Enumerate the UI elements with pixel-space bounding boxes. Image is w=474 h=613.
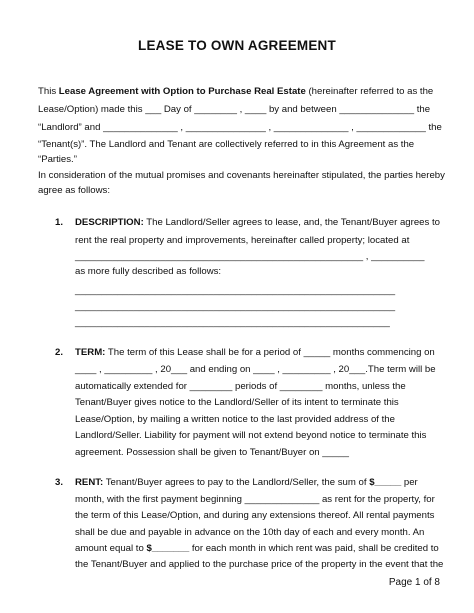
intro-line-3: “Landlord” and ______________ , _______________ , ______________ , _____________ the xyxy=(38,122,442,133)
document-title: LEASE TO OWN AGREEMENT xyxy=(138,38,336,53)
section-3-line-3: the term of this Lease/Option, and during any extensions thereof. All rental payments xyxy=(75,510,435,521)
section-text: The Landlord/Seller agrees to lease, and, the Tenant/Buyer agrees to xyxy=(143,217,440,228)
section-2-line-1 xyxy=(75,347,435,359)
rent-amount-blank: $_____ xyxy=(369,477,402,488)
section-3-line-2: month, with the first payment beginning ______________ as rent for the property, for xyxy=(75,494,435,505)
section-3-line-4: shall be due and payable in advance on the 10th day of each and every month. An xyxy=(75,527,425,538)
section-text: Tenant/Buyer agrees to pay to the Landlord/Seller, the sum of xyxy=(103,477,370,488)
intro-text: This xyxy=(38,86,59,97)
intro-line-4: “Tenant(s)”. The Landlord and Tenant are collectively referred to in this Agreement as the xyxy=(38,139,415,150)
page-number: Page 1 of 8 xyxy=(388,577,440,588)
intro-line-5: “Parties.” xyxy=(38,154,77,165)
agreement-name: Lease Agreement with Option to Purchase Real Estate xyxy=(58,86,306,97)
section-1-line-6: ____________________________________________________________ xyxy=(75,301,396,312)
section-text: per xyxy=(401,477,418,488)
section-heading: DESCRIPTION: xyxy=(75,217,144,228)
section-3-line-1 xyxy=(75,477,418,489)
intro-line-6: In consideration of the mutual promises and covenants hereinafter stipulated, the parties hereby xyxy=(38,170,445,181)
section-2-line-6: Landlord/Seller. Liability for payment will not extend beyond notice to terminate this xyxy=(75,430,427,441)
intro-text: (hereinafter referred to as the xyxy=(305,86,434,97)
intro-line-2: Lease/Option) made this ___ Day of ________ , ____ by and between ______________ the xyxy=(38,104,431,115)
credit-amount-blank: $_______ xyxy=(146,543,190,554)
section-text: amount equal to xyxy=(75,543,147,554)
section-text: for each month in which rent was paid, shall be credited to xyxy=(189,543,439,554)
section-heading: TERM: xyxy=(75,347,106,358)
section-1-line-7: ___________________________________________________________ xyxy=(75,317,390,328)
section-2-line-2: ____ , _________ , 20___ and ending on ____ , _________ , 20___.The term will be xyxy=(75,364,436,375)
section-text: The term of this Lease shall be for a period of _____ months commencing on xyxy=(105,347,435,358)
section-2-line-4: Tenant/Buyer gives notice to the Landlord/Seller of its intent to terminate this xyxy=(75,397,399,408)
section-3-line-6: the Tenant/Buyer and applied to the purchase price of the property in the event that the xyxy=(75,559,444,570)
section-1-line-2: rent the real property and improvements, hereinafter called property; located at xyxy=(75,235,410,246)
section-3-line-5 xyxy=(75,543,439,555)
intro-line-1 xyxy=(38,86,433,98)
section-2-line-3: automatically extended for ________ periods of ________ months, unless the xyxy=(75,381,406,392)
section-number: 3. xyxy=(55,477,64,488)
section-heading: RENT: xyxy=(75,477,104,488)
section-number: 2. xyxy=(55,347,64,358)
intro-line-7: agree as follows: xyxy=(38,185,110,196)
section-1-line-4: as more fully described as follows: xyxy=(75,266,222,277)
section-2-line-7: agreement. Possession shall be given to Tenant/Buyer on _____ xyxy=(75,447,349,458)
section-1-line-5: ____________________________________________________________ xyxy=(75,285,396,296)
section-1-line-1 xyxy=(75,217,440,229)
section-2-line-5: Lease/Option, by mailing a written notice to the last provided address of the xyxy=(75,414,395,425)
section-1-line-3: ______________________________________________________ , __________ xyxy=(75,251,425,262)
section-number: 1. xyxy=(55,217,64,228)
